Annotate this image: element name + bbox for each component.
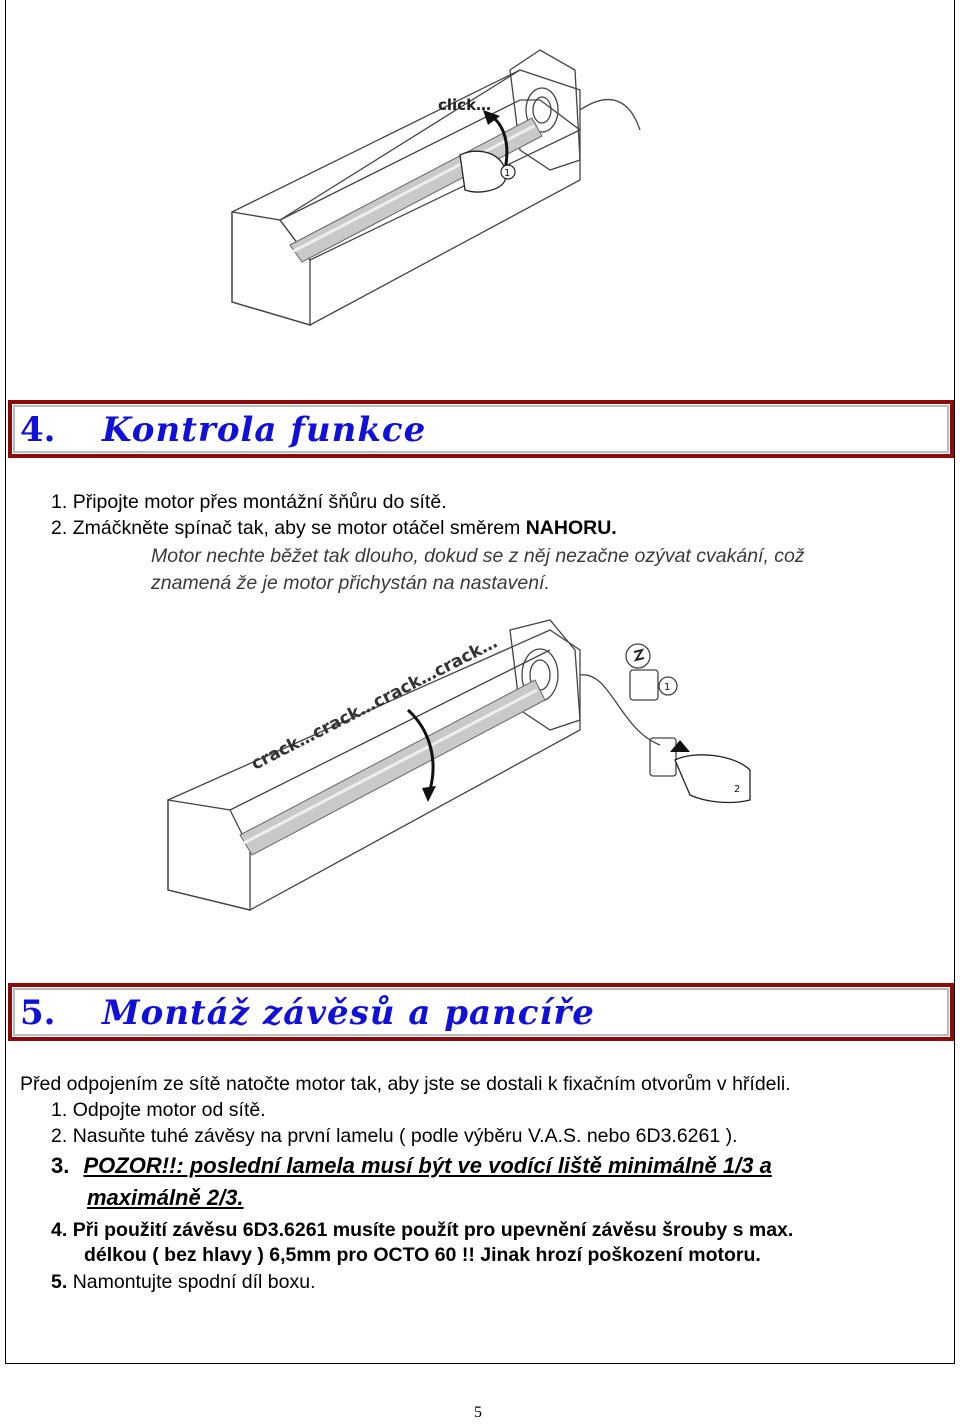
- section-5-item-2: [51, 1124, 738, 1148]
- section-4-item-2: [51, 516, 617, 540]
- item-text: Při použití závěsu 6D3.6261 musíte použít pro upevnění závěsu šrouby s max.: [72, 1219, 794, 1241]
- item-text: Zmáčkněte spínač tak, aby se motor otáčel směrem: [72, 517, 526, 539]
- section-4-header: [8, 400, 954, 458]
- section-4-note-line-2: znamená že je motor přichystán na nastavení.: [151, 572, 550, 594]
- section-5-item-3-cont: maximálně 2/3.: [87, 1185, 244, 1210]
- roller-box-click-illustration: [220, 40, 660, 340]
- section-4-number: 4.: [20, 410, 56, 450]
- section-5-intro: Před odpojením ze sítě natočte motor tak, aby jste se dostali k fixačním otvorům v hřídeli.: [20, 1073, 791, 1095]
- item-prefix: 3.: [51, 1153, 70, 1178]
- section-5-item-1: [51, 1098, 266, 1122]
- section-5-item-4-cont: délkou ( bez hlavy ) 6,5mm pro OCTO 60 !! Jinak hrozí poškození motoru.: [84, 1244, 761, 1266]
- section-5-number: 5.: [20, 993, 56, 1033]
- warning-label: POZOR: [83, 1153, 162, 1178]
- roller-box-crack-illustration: [160, 610, 760, 940]
- item-text: Namontujte spodní díl boxu.: [72, 1271, 316, 1293]
- section-4-item-1: [51, 490, 447, 514]
- section-5-item-5: [51, 1270, 316, 1294]
- item-prefix: 4.: [51, 1219, 68, 1241]
- page-number: 5: [474, 1404, 482, 1421]
- item-prefix: 5.: [51, 1271, 68, 1293]
- section-5-item-3: [51, 1152, 772, 1180]
- step-marker-2: 2: [734, 784, 741, 795]
- item-text: Nasuňte tuhé závěsy na první lamelu ( podle výběru V.A.S. nebo 6D3.6261 ).: [72, 1125, 738, 1147]
- item-emphasis: NAHORU.: [525, 517, 617, 539]
- crack-label: crack…crack…crack…crack…: [248, 632, 501, 775]
- item-text: Odpojte motor od sítě.: [72, 1099, 266, 1121]
- step-marker-1: 1: [504, 168, 511, 179]
- section-4-note-line-1: Motor nechte běžet tak dlouho, dokud se z něj nezačne ozývat cvakání, což: [151, 545, 805, 567]
- item-prefix: 1.: [51, 491, 68, 513]
- item-prefix: 1.: [51, 1099, 68, 1121]
- item-prefix: 2.: [51, 1125, 68, 1147]
- step-marker-1: 1: [664, 682, 671, 693]
- item-prefix: 2.: [51, 517, 68, 539]
- item-text: Připojte motor přes montážní šňůru do sítě.: [72, 491, 447, 513]
- section-4-title: Kontrola funkce: [102, 410, 427, 450]
- section-5-item-4: [51, 1218, 793, 1242]
- item-text: !!: poslední lamela musí být ve vodící liště minimálně 1/3 a: [161, 1153, 772, 1178]
- section-5-title: Montáž závěsů a pancíře: [102, 993, 595, 1033]
- section-5-header: [8, 983, 954, 1041]
- click-label: click…: [438, 96, 492, 114]
